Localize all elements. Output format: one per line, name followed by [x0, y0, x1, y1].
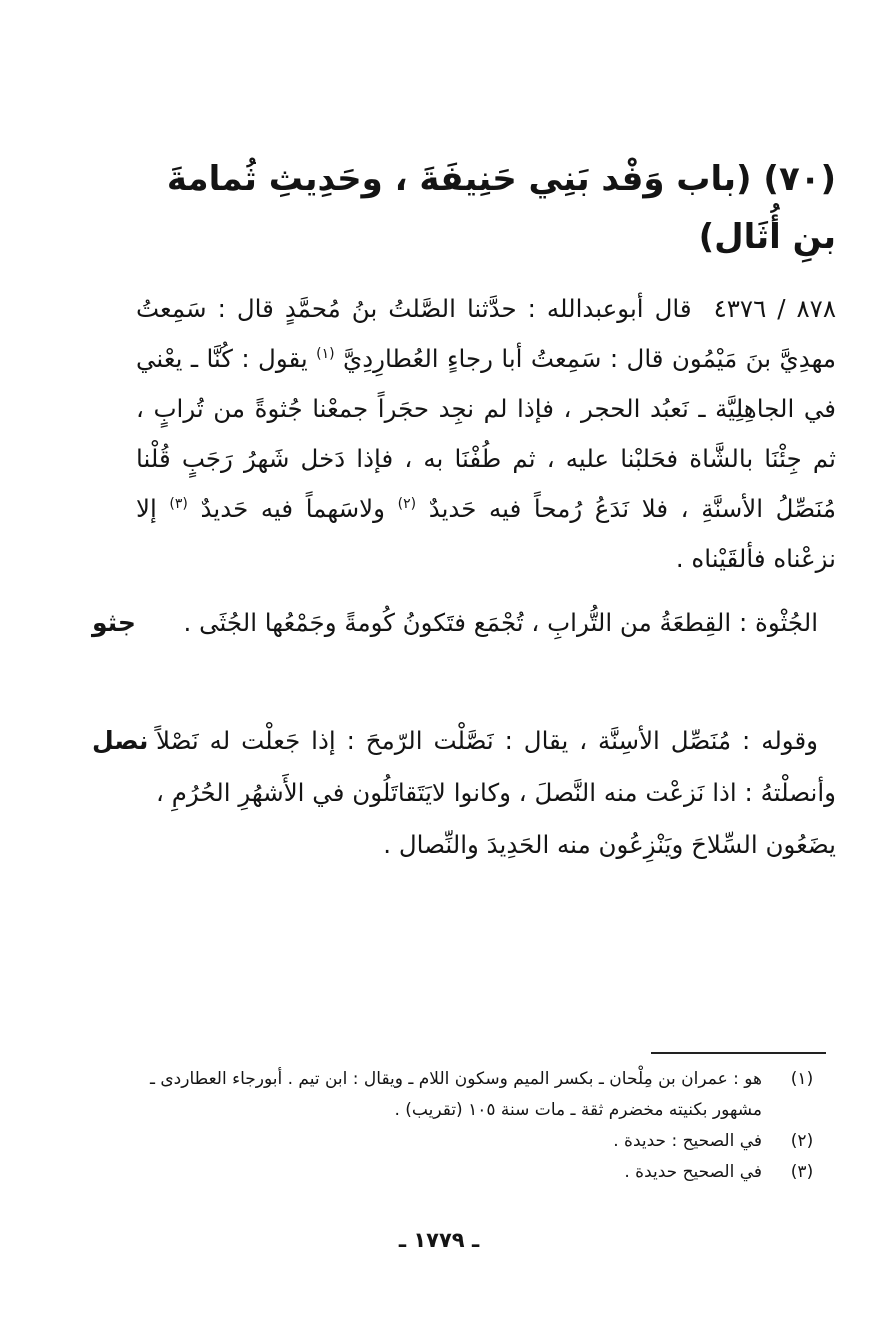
gloss-text: وقوله : مُنَصِّل الأسِنَّة ، يقال : نَصَّلْت الرّمحَ : إذا جَعلْت له نَصْلاً وأنصلْتهُ : اذا نَزعْت منه النَّصلَ ، وكانوا لايَتَقاتَلُون في الأَشهُرِ الحُرُمِ ، يضَعُون السِّلاحَ ويَنْزِعُون منه الحَدِيدَ والنِّصال . [156, 726, 836, 859]
chapter-heading: (٧٠) (باب وَفْد بَنِي حَنِيفَةَ ، وحَدِيثِ ثُمامةَ بنِ أُثَال) [166, 159, 836, 257]
hadith-isnad: قال أبوعبدالله : حدَّثنا الصَّلتُ بنُ مُحمَّدٍ قال : سَمِعتُ مهدِيَّ بنَ مَيْمُون قال : سَمِعتُ أبا رجاءٍ العُطارِدِيَّ [136, 294, 836, 373]
footnote-3 [142, 1157, 822, 1188]
page-number: ـ ١٧٧٩ ـ [398, 1228, 480, 1252]
footnotes-list [142, 1064, 822, 1188]
hadith-matn-continued: ولاسَهماً فيه حَديدٌ [200, 494, 385, 523]
gloss-text: الجُثْوة : القِطعَةُ من التُّرابِ ، تُجْمَع فتَكونُ كُومةً وجَمْعُها الجُثَى . [183, 608, 818, 637]
footnote-ref-2: (٢) [397, 495, 417, 512]
gloss-keyword-jathw: جثو [92, 608, 136, 637]
footnote-ref-3: (٣) [169, 495, 188, 512]
footnote-text: في الصحيح : حديدة . [613, 1131, 762, 1151]
hadith-number: ٨٧٨ / ٤٣٧٦ [713, 294, 836, 323]
gloss-jathw [156, 597, 836, 649]
footnote-divider [651, 1052, 826, 1054]
footnote-1 [142, 1064, 822, 1126]
footnote-ref-1: (١) [316, 345, 335, 362]
gloss-nasl [156, 715, 836, 871]
footnote-text: هو : عمران بن مِلْحان ـ بكسر الميم وسكون اللام ـ ويقال : ابن تيم . أبورجاء العطاردى ـ مشهور بكنيته مخضرم ثقة ـ مات سنة ١٠٥ (تقريب) . [149, 1069, 762, 1120]
footnote-text: في الصحيح حديدة . [624, 1162, 762, 1182]
hadith-matn-end: إلا نزعْناه فألقَيْناه . [136, 494, 836, 573]
gloss-keyword-nasl: نصل [92, 726, 149, 755]
footnote-number: (١) [790, 1069, 814, 1089]
footnote-number: (٣) [790, 1162, 814, 1182]
hadith-matn: يقول : كُنَّا ـ يعْني في الجاهِلِيَّة ـ نَعبُد الحجر ، فإذا لم نجِد حجَراً جمعْنا جُثوةً من تُرابٍ ، ثم جِئْنَا بالشَّاة فحَلبْنا عليه ، ثم طُفْنَا به ، فإذا دَخل شَهرُ رَجَبٍ قُلْنا مُنَصِّلُ الأسنَّةِ ، فلا نَدَعُ رُمحاً فيه حَديدٌ [136, 344, 836, 523]
footnote-number: (٢) [790, 1131, 814, 1151]
footnote-2 [142, 1126, 822, 1157]
hadith-paragraph [136, 284, 836, 584]
